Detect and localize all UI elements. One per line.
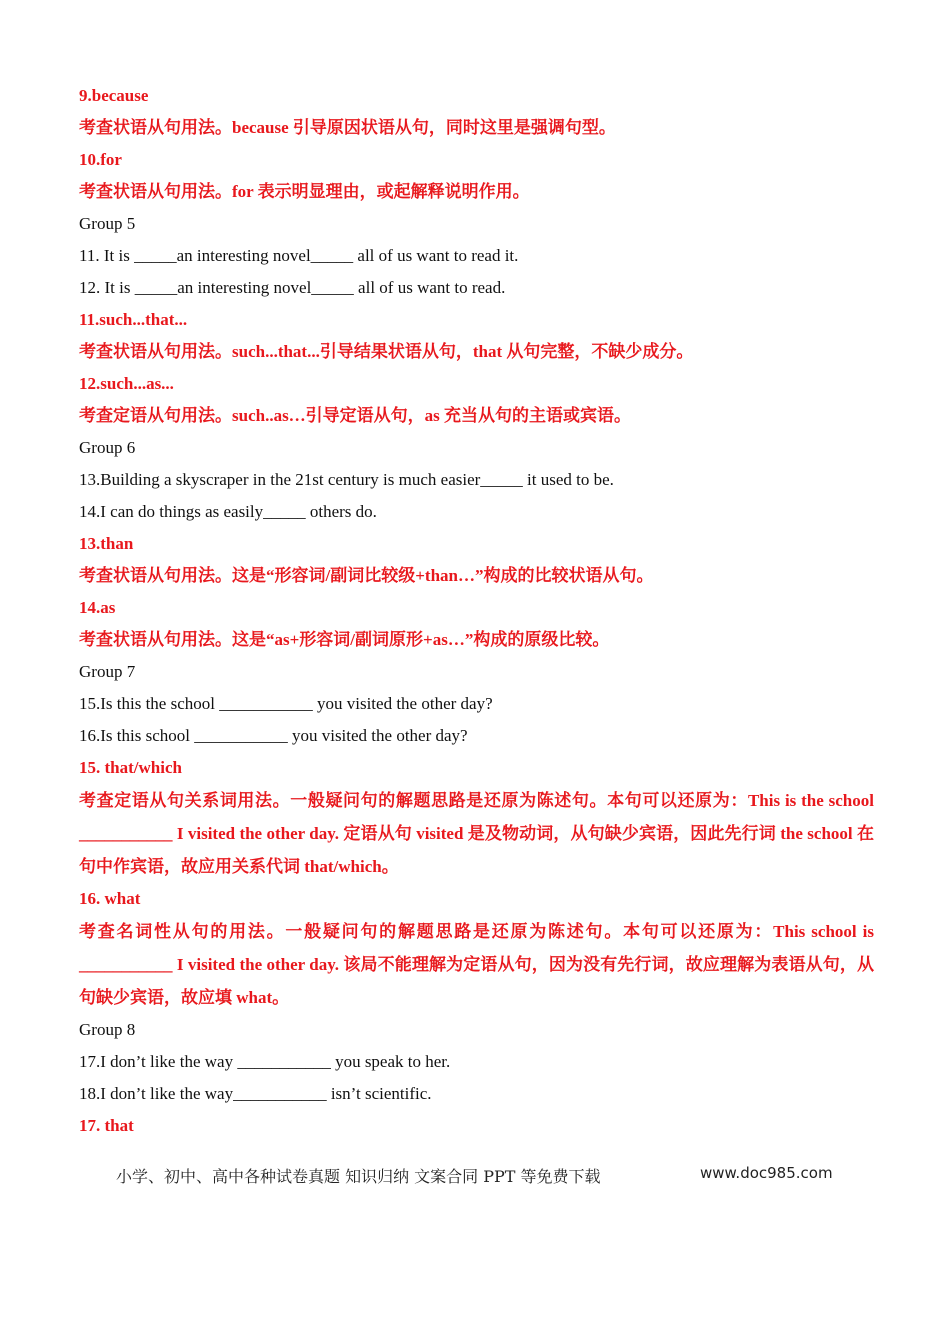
answer-line: 10.for	[79, 150, 122, 169]
question-line: Group 7	[79, 662, 136, 681]
answer-line: 考查状语从句用法。for 表示明显理由，或起解释说明作用。	[79, 182, 530, 201]
question-line: 15.Is this the school ___________ you visited the other day?	[79, 694, 493, 713]
answer-line: 15. that/which	[79, 758, 182, 777]
answer-line: 9.because	[79, 86, 149, 105]
question-line: 13.Building a skyscraper in the 21st century is much easier_____ it used to be.	[79, 470, 614, 489]
question-line: 16.Is this school ___________ you visited the other day?	[79, 726, 468, 745]
answer-line: 14.as	[79, 598, 116, 617]
answer-line: 考查状语从句用法。这是“形容词/副词比较级+than…”构成的比较状语从句。	[79, 566, 654, 585]
footer-url[interactable]: www.doc985.com	[700, 1164, 833, 1182]
question-line: 17.I don’t like the way ___________ you speak to her.	[79, 1052, 451, 1071]
question-line: 12. It is _____an interesting novel_____ all of us want to read.	[79, 278, 506, 297]
explanation-15: 考查定语从句关系词用法。一般疑问句的解题思路是还原为陈述句。本句可以还原为：This is the school ___________ I visited the other day. 定语从句 visited 是及物动词，从句缺少宾语，因此先行词 the school 在句中作宾语，故应用关系代词 that/which。	[79, 791, 874, 876]
answer-16: 16. what	[79, 889, 141, 908]
question-line: 11. It is _____an interesting novel_____ all of us want to read it.	[79, 246, 519, 265]
document-body	[79, 80, 874, 1142]
answer-line: 12.such...as...	[79, 374, 174, 393]
explanation-16: 考查名词性从句的用法。一般疑问句的解题思路是还原为陈述句。本句可以还原为：This school is ___________ I visited the other day. 该局不能理解为定语从句，因为没有先行词，故应理解为表语从句，从句缺少宾语，故应填 what。	[79, 922, 874, 1007]
answer-line: 11.such...that...	[79, 310, 188, 329]
question-block-1	[79, 80, 874, 784]
question-line: Group 5	[79, 214, 136, 233]
answer-line: 17. that	[79, 1116, 134, 1135]
answer-line: 考查定语从句用法。such..as…引导定语从句，as 充当从句的主语或宾语。	[79, 406, 632, 425]
answer-line: 考查状语从句用法。such...that...引导结果状语从句，that 从句完整，不缺少成分。	[79, 342, 694, 361]
answer-line: 13.than	[79, 534, 134, 553]
answer-line: 考查状语从句用法。这是“as+形容词/副词原形+as…”构成的原级比较。	[79, 630, 610, 649]
answer-line: 考查状语从句用法。because 引导原因状语从句，同时这里是强调句型。	[79, 118, 616, 137]
question-line: 14.I can do things as easily_____ others do.	[79, 502, 377, 521]
question-block-2	[79, 1014, 874, 1142]
question-line: 18.I don’t like the way___________ isn’t scientific.	[79, 1084, 432, 1103]
footer	[116, 1164, 846, 1187]
question-line: Group 6	[79, 438, 136, 457]
question-line: Group 8	[79, 1020, 136, 1039]
footer-text: 小学、初中、高中各种试卷真题 知识归纳 文案合同 PPT 等免费下载	[116, 1167, 601, 1186]
